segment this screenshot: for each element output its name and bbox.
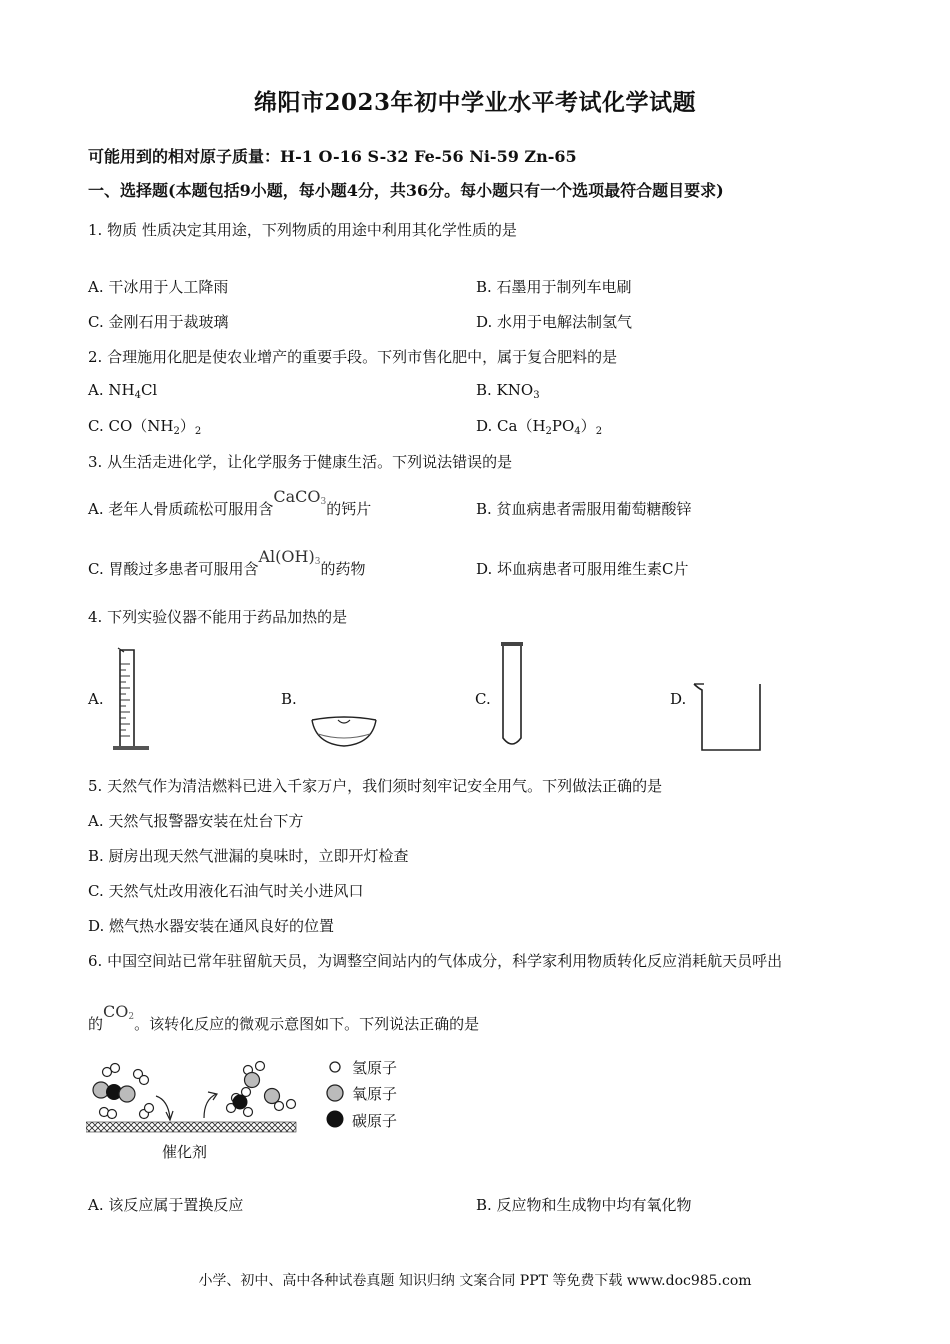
catalyst-surface: [86, 1122, 296, 1132]
q1-option-d: D. 水用于电解法制氢气: [476, 313, 633, 331]
question-5-stem: 5. 天然气作为清洁燃料已进入千家万户，我们须时刻牢记安全用气。下列做法正确的是: [88, 777, 663, 795]
legend-carbon: 碳原子: [352, 1112, 398, 1130]
oxygen-atom-icon: [324, 1082, 346, 1104]
q2-option-a: A. $NH_4Cl$: [88, 381, 158, 401]
catalyst-label: 催化剂: [162, 1143, 208, 1161]
evaporating-dish-icon: [308, 712, 380, 752]
aloh3-formula: $Al(OH)_3$: [258, 547, 321, 567]
beaker-icon: [692, 678, 768, 754]
question-3-stem: 3. 从生活走进化学，让化学服务于健康生活。下列说法错误的是: [88, 453, 513, 471]
q6-option-b: B. 反应物和生成物中均有氧化物: [476, 1196, 692, 1214]
q5-option-b: B. 厨房出现天然气泄漏的臭味时，立即开灯检查: [88, 847, 409, 865]
q5-option-a: A. 天然气报警器安装在灶台下方: [88, 812, 304, 830]
q4-option-c: C.: [475, 690, 491, 708]
test-tube-icon: [496, 640, 528, 752]
q1-option-a: A. 干冰用于人工降雨: [88, 278, 229, 296]
q2-option-c: C. $CO(NH_2)_2$: [88, 417, 202, 437]
question-4-stem: 4. 下列实验仪器不能用于药品加热的是: [88, 608, 348, 626]
q2-option-b: B. $KNO_3$: [476, 381, 540, 401]
question-6-stem-cont: 的$CO_2$。该转化反应的微观示意图如下。下列说法正确的是: [88, 1002, 480, 1033]
legend-hydrogen: 氢原子: [352, 1059, 398, 1077]
page-title: 绵阳市2023年初中学业水平考试化学试题: [253, 89, 696, 116]
q5-option-c: C. 天然气灶改用液化石油气时关小进风口: [88, 882, 364, 900]
q4-option-b: B.: [281, 690, 297, 708]
hydrogen-atom-icon: [326, 1057, 346, 1077]
question-6-stem: 6. 中国空间站已常年驻留航天员，为调整空间站内的气体成分，科学家利用物质转化反应消耗航天员呼出: [88, 952, 783, 970]
section-heading: 一、选择题(本题包括9小题，每小题4分，共36分。每小题只有一个选项最符合题目要求): [88, 181, 724, 200]
q1-option-b: B. 石墨用于制列车电刷: [476, 278, 632, 296]
q5-option-d: D. 燃气热水器安装在通风良好的位置: [88, 917, 335, 935]
q4-option-d: D.: [670, 690, 687, 708]
question-2-stem: 2. 合理施用化肥是使农业增产的重要手段。下列市售化肥中，属于复合肥料的是: [88, 348, 618, 366]
graduated-cylinder-icon: [110, 646, 156, 754]
caco3-formula: CaCO$_3$: [273, 487, 327, 507]
q6-option-a: A. 该反应属于置换反应: [88, 1196, 244, 1214]
q3-option-d: D. 坏血病患者可服用维生素C片: [476, 560, 689, 578]
page-footer: 小学、初中、高中各种试卷真题 知识归纳 文案合同 PPT 等免费下载 www.doc985.com: [198, 1273, 752, 1289]
atomic-masses: 可能用到的相对原子质量：H-1 O-16 S-32 Fe-56 Ni-59 Zn-65: [88, 147, 577, 166]
co2-formula: $CO_2$: [103, 1002, 135, 1022]
q4-option-a: A.: [88, 690, 104, 708]
legend-oxygen: 氧原子: [352, 1085, 398, 1103]
q3-option-c: C. 胃酸过多患者可服用含$Al(OH)_3$的药物: [88, 547, 366, 578]
q3-option-b: B. 贫血病患者需服用葡萄糖酸锌: [476, 500, 692, 518]
q2-option-d: D. $Ca(H_2PO_4)_2$: [476, 417, 603, 437]
carbon-atom-icon: [324, 1108, 346, 1130]
q3-option-a: A. 老年人骨质疏松可服用含CaCO$_3$的钙片: [88, 487, 372, 518]
question-1-stem: 1. 物质 性质决定其用途，下列物质的用途中利用其化学性质的是: [88, 221, 517, 239]
q1-option-c: C. 金刚石用于裁玻璃: [88, 313, 229, 331]
